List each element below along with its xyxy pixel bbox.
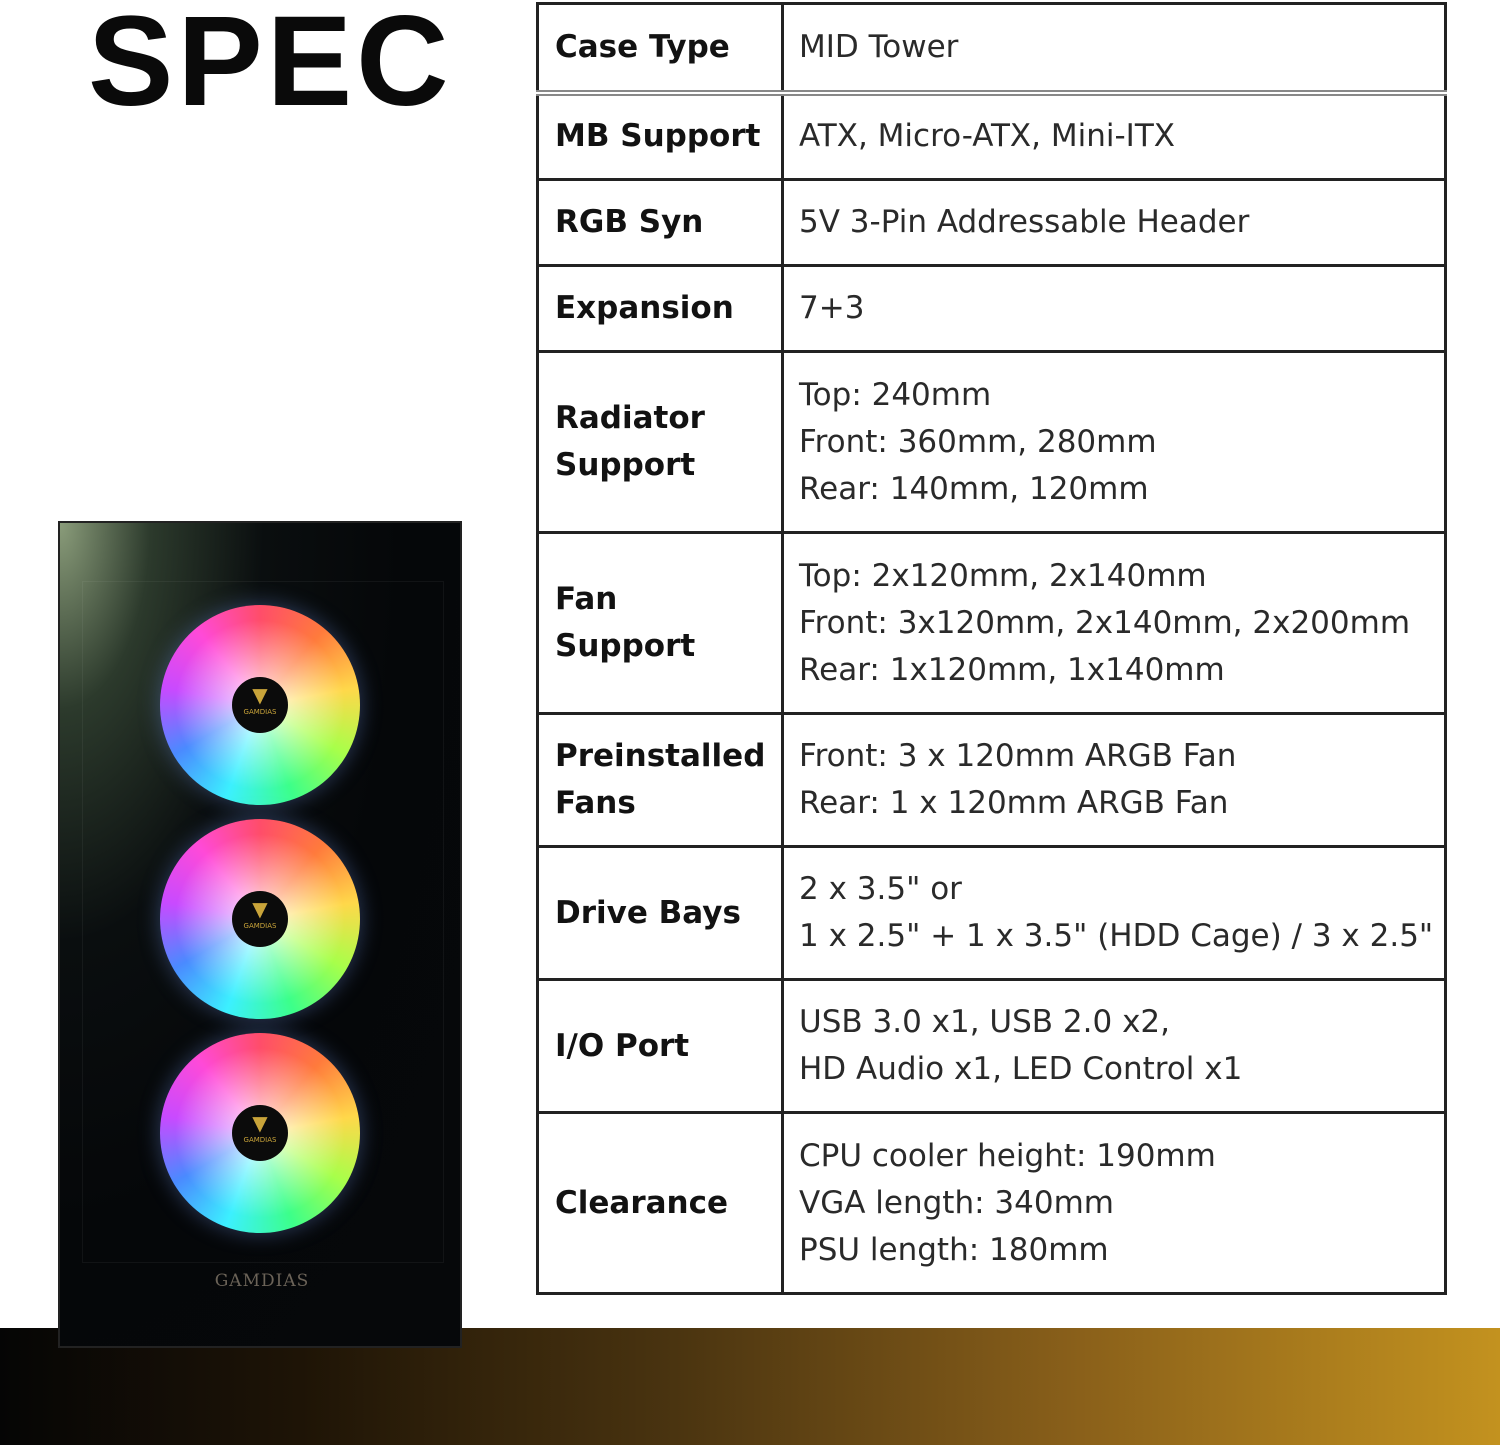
spec-value-line: Front: 360mm, 280mm [799, 423, 1157, 460]
spec-table [536, 2, 1447, 1295]
spec-key: RGB Syn [538, 180, 783, 266]
argb-fan-icon [160, 819, 360, 1019]
spec-value-line: Front: 3 x 120mm ARGB Fan [799, 738, 1237, 774]
spec-value [783, 714, 1446, 847]
gamdias-logo-icon: ▼ [252, 897, 268, 921]
spec-value-line: Front: 3x120mm, 2x140mm, 2x200mm [799, 604, 1411, 641]
spec-value-line: MID Tower [799, 28, 959, 65]
spec-value [783, 847, 1446, 980]
spec-value-line: USB 3.0 x1, USB 2.0 x2, [799, 1004, 1170, 1040]
spec-value [783, 352, 1446, 533]
spec-value-line: 2 x 3.5" or [799, 871, 962, 907]
spec-key: Drive Bays [538, 847, 783, 980]
spec-value [783, 266, 1446, 352]
gamdias-logo-icon: ▼ [252, 683, 268, 707]
fan-hub [232, 1105, 288, 1161]
spec-value-line: ATX, Micro-ATX, Mini-ITX [799, 118, 1175, 155]
spec-value [783, 533, 1446, 714]
spec-key: Clearance [538, 1113, 783, 1294]
case-brand-logo: GAMDIAS [214, 1271, 310, 1291]
spec-value-line: Rear: 1x120mm, 1x140mm [799, 651, 1225, 688]
page-title: SPEC [88, 0, 453, 133]
spec-value-line: Rear: 140mm, 120mm [799, 470, 1149, 507]
spec-row-fan-support [538, 533, 1446, 714]
spec-value-line: Top: 2x120mm, 2x140mm [799, 557, 1207, 594]
spec-value-line: VGA length: 340mm [799, 1184, 1114, 1221]
spec-row-case-type [538, 4, 1446, 93]
fan-hub [232, 677, 288, 733]
spec-value [783, 980, 1446, 1113]
spec-key: Case Type [538, 4, 783, 93]
spec-value-line: PSU length: 180mm [799, 1231, 1109, 1268]
spec-value-line: 7+3 [799, 290, 865, 326]
argb-fan-icon [160, 605, 360, 805]
fan-hub-label: GAMDIAS [243, 708, 277, 716]
fan-hub-label: GAMDIAS [243, 1136, 277, 1144]
spec-key: Expansion [538, 266, 783, 352]
spec-row-preinstalled-fans [538, 714, 1446, 847]
spec-key: I/O Port [538, 980, 783, 1113]
spec-value-line: HD Audio x1, LED Control x1 [799, 1051, 1243, 1087]
spec-row-rgb-syn [538, 180, 1446, 266]
fan-hub-label: GAMDIAS [243, 922, 277, 930]
spec-value [783, 180, 1446, 266]
spec-key: Preinstalled Fans [538, 714, 783, 847]
spec-row-radiator-support [538, 352, 1446, 533]
spec-value [783, 1113, 1446, 1294]
spec-key: Radiator Support [538, 352, 783, 533]
spec-value-line: 5V 3-Pin Addressable Header [799, 204, 1250, 240]
gamdias-logo-icon: ▼ [252, 1111, 268, 1135]
pc-case-image [58, 521, 462, 1348]
fan-hub [232, 891, 288, 947]
spec-value-line: CPU cooler height: 190mm [799, 1137, 1216, 1174]
spec-value-line: Rear: 1 x 120mm ARGB Fan [799, 785, 1229, 821]
argb-fan-icon [160, 1033, 360, 1233]
spec-value [783, 4, 1446, 93]
spec-key: Fan Support [538, 533, 783, 714]
spec-value-line: Top: 240mm [799, 376, 992, 413]
spec-row-expansion [538, 266, 1446, 352]
spec-row-drive-bays [538, 847, 1446, 980]
spec-value-line: 1 x 2.5" + 1 x 3.5" (HDD Cage) / 3 x 2.5" [799, 918, 1434, 954]
spec-row-mb-support [538, 93, 1446, 180]
spec-value [783, 93, 1446, 180]
spec-row-io-port [538, 980, 1446, 1113]
spec-row-clearance [538, 1113, 1446, 1294]
spec-key: MB Support [538, 93, 783, 180]
